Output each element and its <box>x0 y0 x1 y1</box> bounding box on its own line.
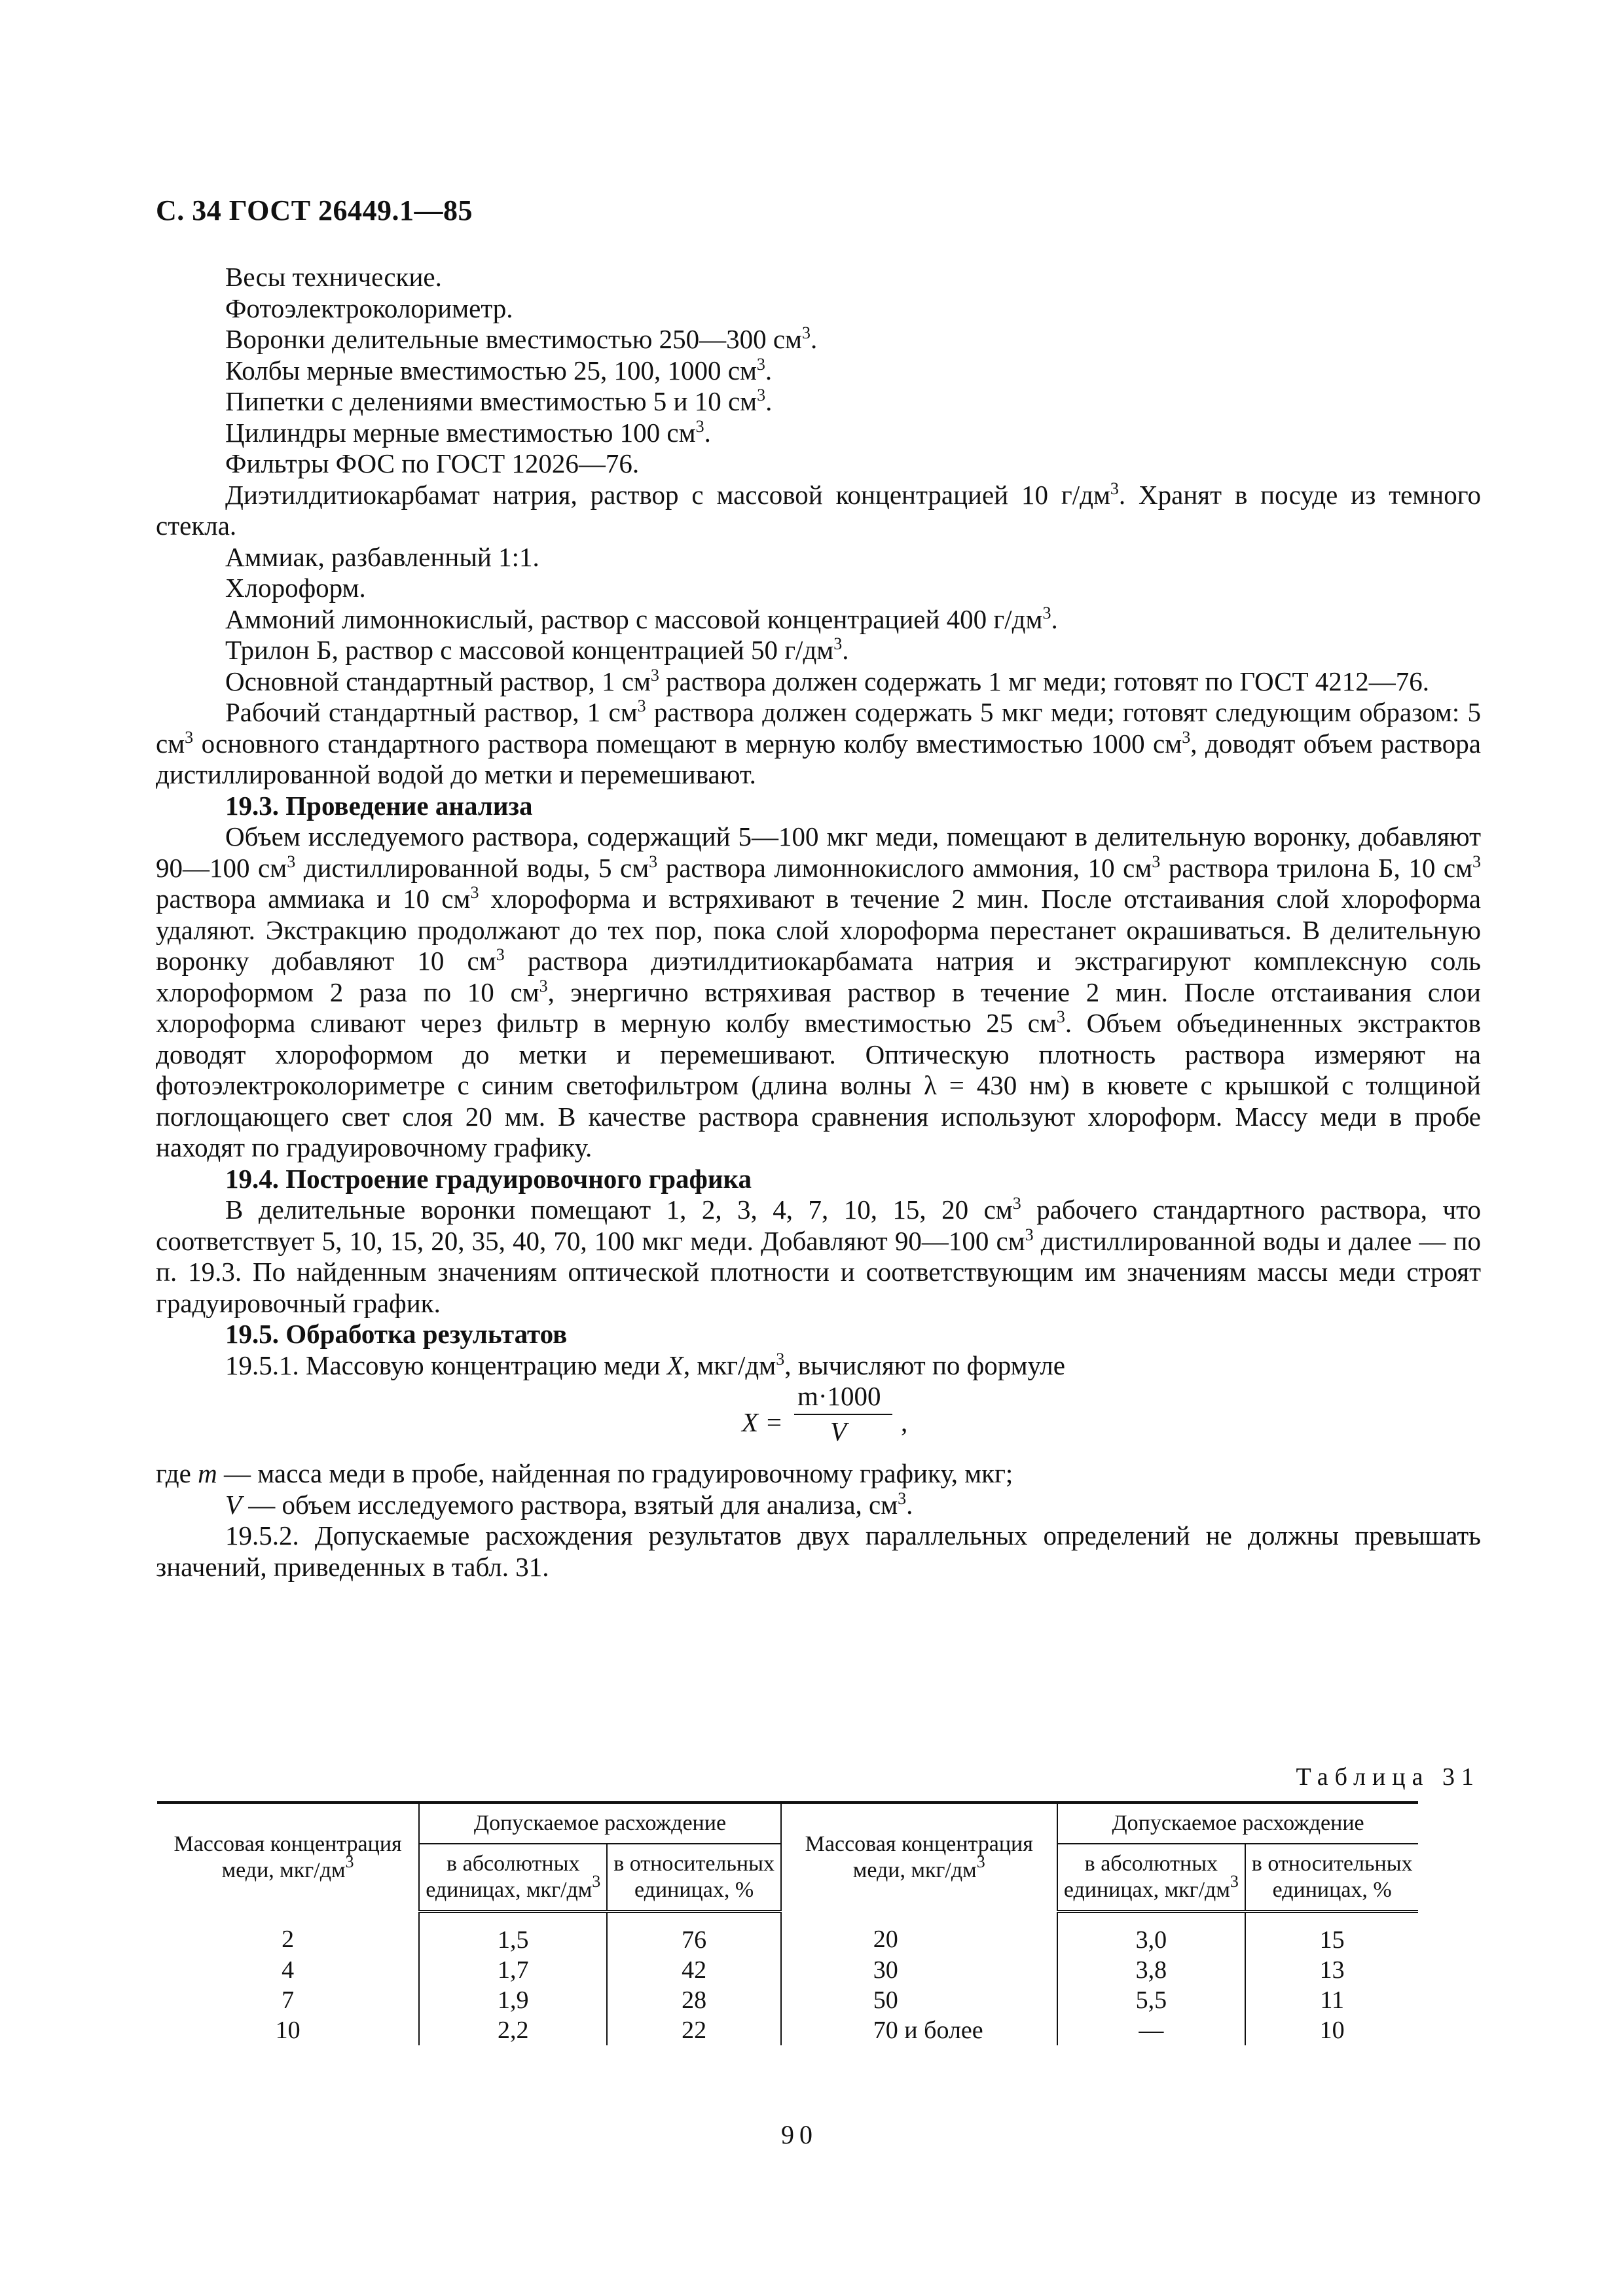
cell-relative: 76 <box>607 1912 780 1956</box>
cell-relative: 22 <box>607 2015 780 2045</box>
tolerance-table <box>157 1801 1482 2045</box>
page-number: 90 <box>781 2120 818 2149</box>
cell-relative: 10 <box>1245 2015 1418 2045</box>
cell-absolute: 1,9 <box>419 1985 607 2015</box>
cell-concentration: 2 <box>282 1925 295 1953</box>
formula-denominator: V <box>830 1416 847 1446</box>
cell-absolute: 5,5 <box>1057 1985 1245 2015</box>
header-concentration: Массовая концентрация меди, мкг/$дм^3$ <box>157 1803 419 1912</box>
reagent-paragraph: Основной стандартный раствор, 1 $см^3$ раствора должен содержать 1 мг меди; готовят по ГОСТ 4212—76. <box>225 665 1430 696</box>
body-text <box>156 262 1481 1583</box>
cell-relative: 11 <box>1245 1985 1418 2015</box>
cell-absolute: 3,0 <box>1057 1912 1245 1956</box>
header-absolute: в абсолютных единицах, мкг/$дм^3$ <box>1057 1844 1245 1912</box>
reagent-line: Трилон Б, раствор с массовой концентрацией 50 $г/дм^3$. <box>225 634 849 665</box>
table-caption: Таблица 31 <box>1296 1763 1480 1791</box>
reagent-paragraph: Рабочий стандартный раствор, 1 $см^3$ раствора должен содержать 5 мкг меди; готовят следующим образом: 5 $см^3$ основного стандартного раствора помещают в мерную колбу вместимостью 1000 $см^3$, доводят объем раствора дистиллированной водой до метки и перемешивают. <box>156 696 1481 789</box>
page-header: С. 34 ГОСТ 26449.1—85 <box>156 194 473 226</box>
formula-numerator: m·1000 <box>797 1381 881 1411</box>
analysis-paragraph: Объем исследуемого раствора, содержащий 5—100 мкг меди, помещают в делительную воронку, добавляют 90—100 $см^3$ дистиллированной воды, 5 $см^3$ раствора лимоннокислого аммония, 10 $см^3$ раствора трилона Б, 10 $см^3$ раствора аммиака и 10 $см^3$ хлороформа и встряхивают в течение 2 мин. После отстаивания слой хлороформа удаляют. Экстракцию продолжают до тех пор, пока слой хлороформа перестанет окрашиваться. В делительную воронку добавляют 10 $см^3$ раствора диэтилдитиокарбамата натрия и экстрагируют комплексную соль хлороформом 2 раза по 10 $см^3$, энергично встряхивая раствор в течение 2 мин. После отстаивания слои хлороформа сливают через фильтр в мерную колбу вместимостью 25 $см^3$. Объем объединенных экстрактов доводят хлороформом до метки и перемешивают. Оптическую плотность раствора измеряют на фотоэлектроколориметре с синим светофильтром (длина волны λ = 430 нм) в кювете с крышкой с толщиной поглощающего свет слоя 20 мм. В качестве раствора сравнения используют хлороформ. Массу меди в пробе находят по градуировочному графику. <box>156 821 1482 1162</box>
cell-relative: 13 <box>1245 1955 1418 1985</box>
fraction-bar <box>794 1414 892 1415</box>
cell-concentration: 10 <box>275 2017 301 2044</box>
formula-intro: 19.5.1. Массовую концентрацию меди X, мкг/$дм^3$, вычисляют по формуле <box>225 1349 1065 1380</box>
header-concentration: Массовая концентрация меди, мкг/$дм^3$ <box>781 1803 1057 1912</box>
tolerance-paragraph: 19.5.2. Допускаемые расхождения результатов двух параллельных определений не должны превышать значений, приведенных в табл. 31. <box>156 1520 1481 1582</box>
cell-concentration: 70 и более <box>781 2015 1057 2045</box>
cell-concentration: 30 <box>781 1955 1057 1985</box>
cell-absolute: 1,5 <box>419 1912 607 1956</box>
calibration-paragraph: В делительные воронки помещают 1, 2, 3, 4, 7, 10, 15, 20 $см^3$ рабочего стандартного раствора, что соответствует 5, 10, 15, 20, 35, 40, 70, 100 мкг меди. Добавляют 90—100 $см^3$ дистиллированной воды и далее — по п. 19.3. По найденным значениям оптической плотности и соответствующим им значениям массы меди строят градуировочный график. <box>156 1194 1481 1318</box>
equipment-line: Фотоэлектроколориметр. <box>225 293 513 323</box>
reagent-paragraph: Диэтилдитиокарбамат натрия, раствор с массовой концентрацией 10 $г/дм^3$. Хранят в посуде из темного стекла. <box>156 478 1481 541</box>
section-heading-19-5: 19.5. Обработка результатов <box>225 1319 568 1349</box>
table-row <box>157 1912 1482 1956</box>
formula-comma: , <box>901 1407 908 1437</box>
cell-relative: 15 <box>1245 1912 1418 1956</box>
cell-absolute: — <box>1057 2015 1245 2045</box>
section-heading-19-4: 19.4. Построение градуировочного графика <box>225 1163 752 1194</box>
where-m: где m — масса меди в пробе, найденная по градуировочному графику, мкг; <box>156 1458 1013 1488</box>
equipment-line: Колбы мерные вместимостью 25, 100, 1000 $см^3$. <box>225 354 773 386</box>
equipment-line: Весы технические. <box>225 262 442 292</box>
cell-absolute: 1,7 <box>419 1955 607 1985</box>
reagent-line: Аммоний лимоннокислый, раствор с массовой концентрацией 400 $г/дм^3$. <box>225 603 1058 634</box>
equipment-line: Воронки делительные вместимостью 250—300 $см^3$. <box>225 323 818 354</box>
cell-relative: 42 <box>607 1955 780 1985</box>
header-tolerance-group: Допускаемое расхождение <box>1057 1803 1419 1844</box>
table-row <box>157 2015 1482 2045</box>
formula-lhs: X = <box>742 1407 783 1437</box>
cell-concentration: 7 <box>282 1986 295 2014</box>
concentration-formula <box>156 1381 1481 1458</box>
table-row <box>157 1985 1482 2015</box>
equipment-line: Цилиндры мерные вместимостью 100 $см^3$. <box>225 416 711 448</box>
cell-concentration: 20 <box>781 1912 1057 1956</box>
table-row <box>157 1955 1482 1985</box>
reagent-line: Хлороформ. <box>225 573 366 603</box>
header-relative: в относительных единицах, % <box>1245 1844 1418 1912</box>
cell-concentration: 50 <box>781 1985 1057 2015</box>
equipment-line: Фильтры ФОС по ГОСТ 12026—76. <box>225 448 640 478</box>
section-heading-19-3: 19.3. Проведение анализа <box>225 790 533 821</box>
header-absolute: в абсолютных единицах, мкг/$дм^3$ <box>419 1844 607 1912</box>
reagent-line: Аммиак, разбавленный 1:1. <box>225 541 539 572</box>
header-tolerance-group: Допускаемое расхождение <box>419 1803 781 1844</box>
header-relative: в относительных единицах, % <box>607 1844 780 1912</box>
cell-relative: 28 <box>607 1985 780 2015</box>
equipment-line: Пипетки с делениями вместимостью 5 и 10 $см^3$. <box>225 386 773 416</box>
where-v: V — объем исследуемого раствора, взятый для анализа, $см^3$. <box>225 1488 913 1520</box>
cell-absolute: 3,8 <box>1057 1955 1245 1985</box>
cell-concentration: 4 <box>282 1956 295 1984</box>
cell-absolute: 2,2 <box>419 2015 607 2045</box>
